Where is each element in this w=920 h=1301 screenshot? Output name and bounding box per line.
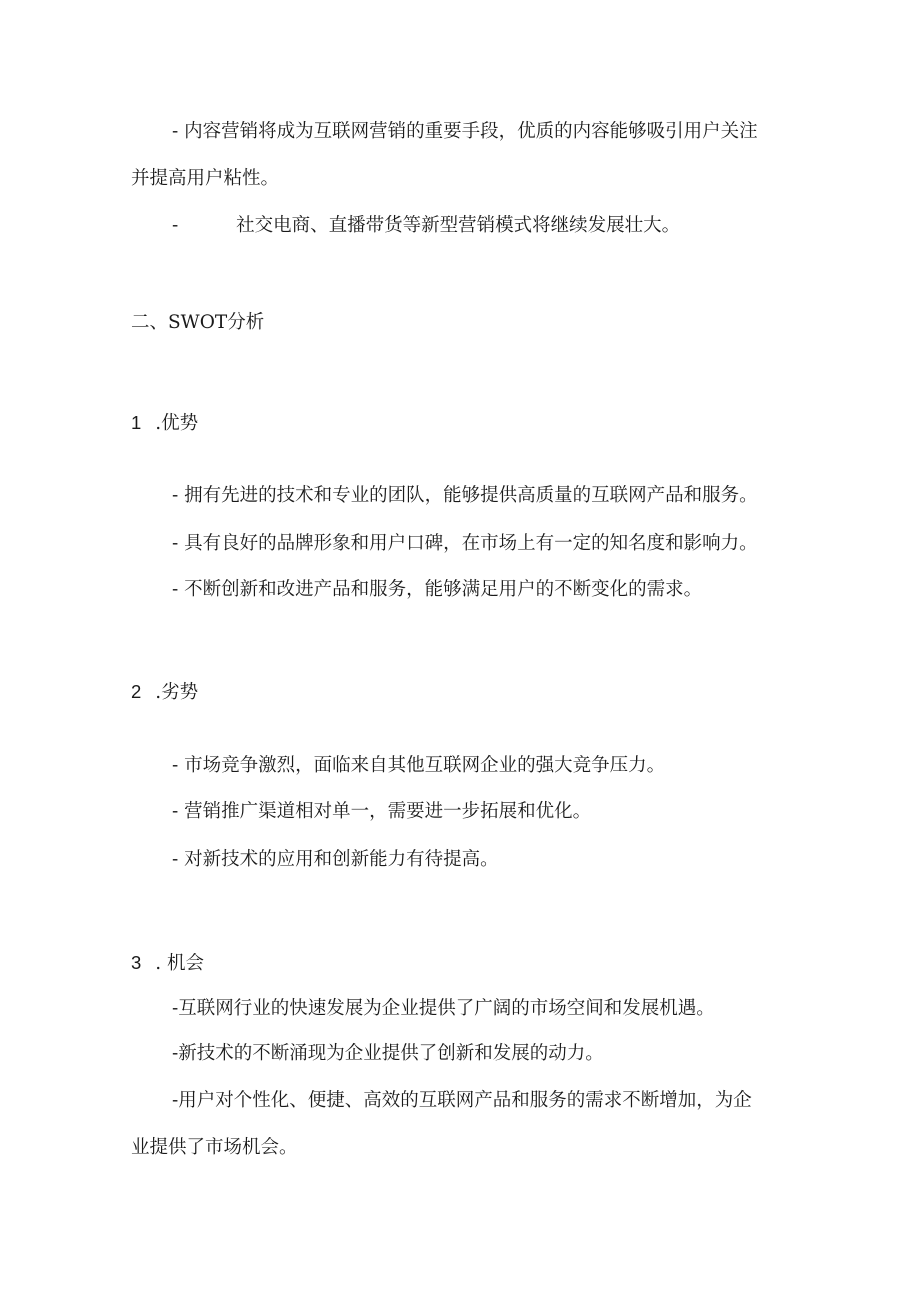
subheading-title: .劣势 — [155, 682, 199, 703]
subheading-number: 2 — [131, 681, 142, 702]
opportunity-item-2: -新技术的不断涌现为企业提供了创新和发展的动力。 — [172, 1043, 604, 1064]
subheading-opportunities — [131, 951, 204, 976]
intro-bullet-1-line-2: 并提高用户粘性。 — [131, 168, 280, 189]
subheading-strengths — [131, 411, 198, 436]
subheading-number: 1 — [131, 412, 142, 433]
intro-bullet-2-text: 社交电商、直播带货等新型营销模式将继续发展壮大。 — [236, 215, 681, 236]
weakness-item-1: - 市场竞争激烈，面临来自其他互联网企业的强大竞争压力。 — [172, 755, 666, 776]
intro-bullet-1-line-1: - 内容营销将成为互联网营销的重要手段，优质的内容能够吸引用户关注 — [172, 121, 758, 142]
subheading-weaknesses — [131, 680, 198, 705]
subheading-title: .优势 — [155, 413, 199, 434]
strength-item-3: - 不断创新和改进产品和服务，能够满足用户的不断变化的需求。 — [172, 579, 703, 600]
subheading-title: . 机会 — [155, 953, 205, 974]
section-heading-swot: 二、SWOT分析 — [131, 312, 265, 333]
subheading-number: 3 — [131, 952, 142, 973]
opportunity-item-3-line-1: -用户对个性化、便捷、高效的互联网产品和服务的需求不断增加，为企 — [172, 1090, 752, 1111]
opportunity-item-3-line-2: 业提供了市场机会。 — [131, 1137, 298, 1158]
weakness-item-2: - 营销推广渠道相对单一，需要进一步拓展和优化。 — [172, 801, 592, 822]
strength-item-1: - 拥有先进的技术和专业的团队，能够提供高质量的互联网产品和服务。 — [172, 485, 758, 506]
strength-item-2: - 具有良好的品牌形象和用户口碑，在市场上有一定的知名度和影响力。 — [172, 533, 758, 554]
intro-bullet-2 — [172, 214, 680, 238]
weakness-item-3: - 对新技术的应用和创新能力有待提高。 — [172, 849, 499, 870]
bullet-dash: - — [172, 215, 179, 236]
opportunity-item-1: -互联网行业的快速发展为企业提供了广阔的市场空间和发展机遇。 — [172, 998, 715, 1019]
